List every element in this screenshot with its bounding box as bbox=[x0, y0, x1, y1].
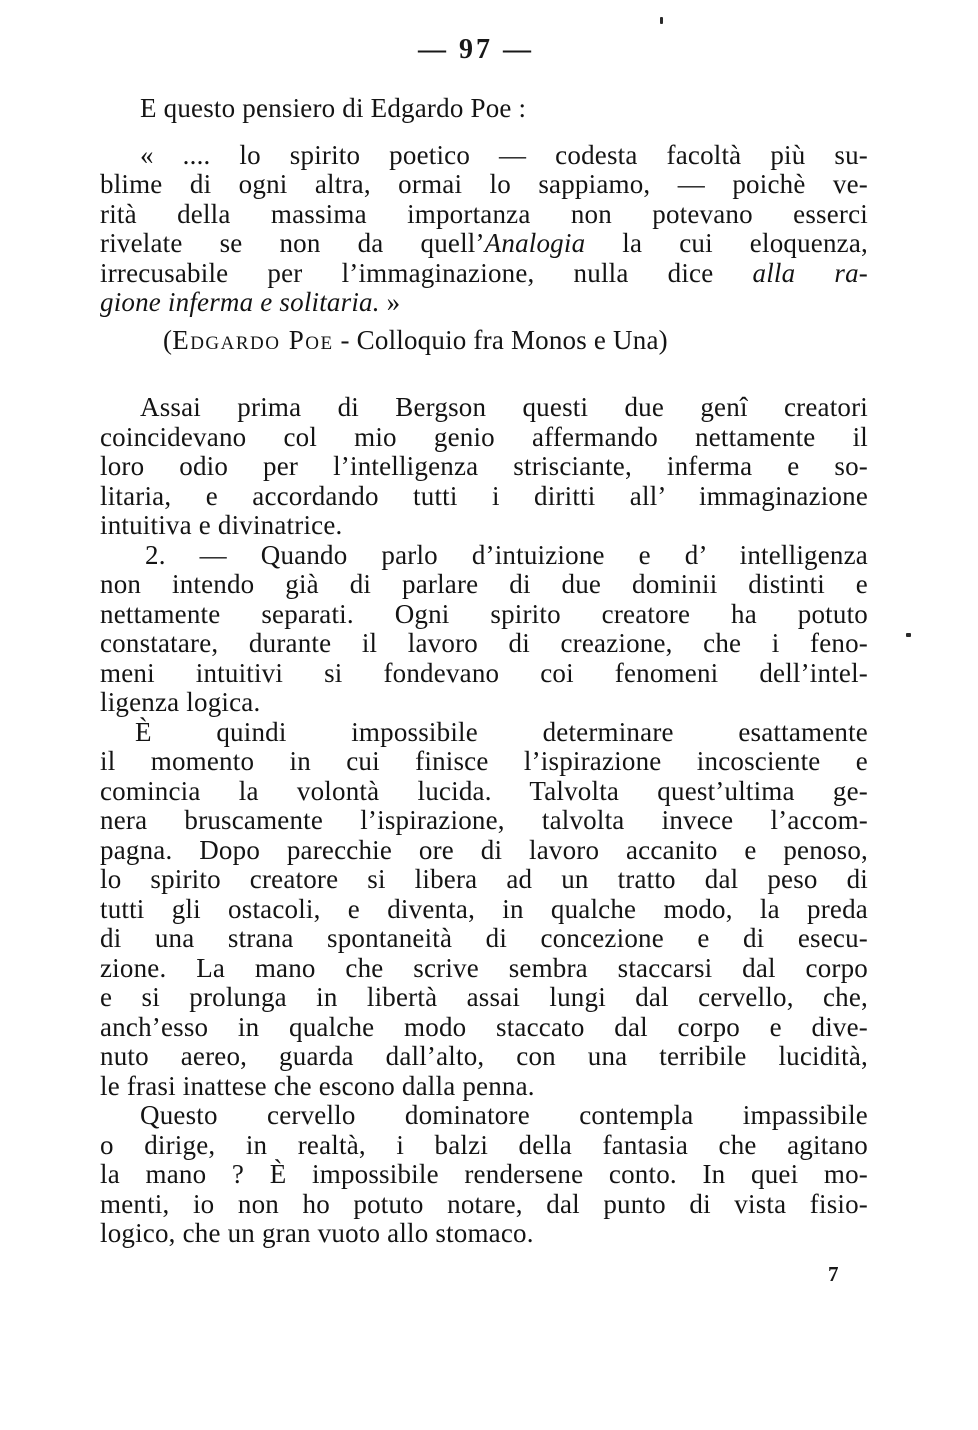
text-line bbox=[100, 1160, 868, 1190]
text-line bbox=[100, 570, 868, 600]
scan-speck bbox=[906, 633, 911, 637]
text-run: - Colloquio fra Monos e Una) bbox=[333, 324, 668, 355]
text-run: la mano ? È impossibile rendersene conto. In quei mo- bbox=[100, 1159, 868, 1189]
page-number: — 97 — bbox=[418, 34, 534, 65]
text-run: Questo cervello dominatore contempla impassibile bbox=[140, 1100, 868, 1130]
text-line bbox=[100, 629, 868, 659]
text-line bbox=[100, 1101, 868, 1131]
text-line bbox=[100, 393, 868, 423]
text-line bbox=[100, 836, 868, 866]
text-line bbox=[100, 511, 868, 541]
text-run: « .... lo spirito poetico — codesta facoltà più su- bbox=[140, 139, 868, 170]
text-run: litaria, e accordando tutti i diritti all’ immaginazione bbox=[100, 480, 868, 511]
text-line bbox=[100, 141, 868, 171]
paragraph-intro bbox=[100, 94, 868, 124]
text-run: rità della massima importanza non potevano esserci bbox=[100, 198, 868, 229]
text-line bbox=[100, 423, 868, 453]
text-line bbox=[100, 924, 868, 954]
text-line bbox=[100, 541, 868, 571]
text-line bbox=[100, 1072, 868, 1102]
text-line bbox=[100, 452, 868, 482]
text-line bbox=[100, 482, 868, 512]
text-line bbox=[100, 200, 868, 230]
text-line bbox=[100, 895, 868, 925]
paragraph-poe-quote bbox=[100, 141, 868, 318]
paragraph-para-cervello bbox=[100, 1101, 868, 1249]
paragraph-attribution bbox=[100, 326, 868, 356]
text-run: blime di ogni altra, ormai lo sappiamo, — poichè ve- bbox=[100, 169, 868, 199]
text-run: lo spirito creatore si libera ad un tratto dal peso di bbox=[100, 864, 868, 894]
text-run: anch’esso in qualche modo staccato dal corpo e dive- bbox=[100, 1011, 868, 1042]
text-line bbox=[100, 1131, 868, 1161]
text-run: o dirige, in realtà, i balzi della fantasia che agitano bbox=[100, 1129, 868, 1160]
text-run: il momento in cui finisce l’ispirazione incosciente e bbox=[100, 746, 868, 776]
text-line bbox=[100, 688, 868, 718]
text-run: nuto aereo, guarda dall’alto, con una terribile lucidità, bbox=[100, 1041, 868, 1071]
text-run: nettamente separati. Ogni spirito creatore ha potuto bbox=[100, 598, 868, 629]
text-run: zione. La mano che scrive sembra staccarsi dal corpo bbox=[100, 952, 868, 983]
text-line bbox=[100, 777, 868, 807]
paragraph-para-ispirazione bbox=[100, 718, 868, 1102]
text-run: E questo pensiero di Edgardo Poe : bbox=[140, 93, 527, 123]
text-run: la cui eloquenza, bbox=[585, 228, 868, 258]
text-line bbox=[100, 1190, 868, 1220]
text-run-i: gione inferma e solitaria. bbox=[100, 287, 380, 317]
signature-mark: 7 bbox=[828, 1262, 839, 1286]
text-run: logico, che un gran vuoto allo stomaco. bbox=[100, 1218, 534, 1248]
text-run-sc: Edgardo Poe bbox=[172, 324, 334, 355]
text-line bbox=[100, 1219, 868, 1249]
text-run-i: Analogia bbox=[484, 228, 586, 258]
paragraph-para-bergson bbox=[100, 393, 868, 541]
text-run: non intendo già di parlare di due dominii distinti e bbox=[100, 569, 868, 599]
text-run: ligenza logica. bbox=[100, 687, 261, 717]
text-run: 2. — Quando parlo d’intuizione e d’ intelligenza bbox=[145, 539, 868, 570]
text-run: tutti gli ostacoli, e diventa, in qualche modo, la preda bbox=[100, 893, 868, 924]
text-line bbox=[100, 954, 868, 984]
text-line bbox=[100, 288, 868, 318]
text-run: constatare, durante il lavoro di creazione, che i feno- bbox=[100, 628, 868, 658]
text-run: irrecusabile per l’immaginazione, nulla dice bbox=[100, 257, 753, 288]
scan-speck bbox=[660, 17, 663, 24]
text-run: meni intuitivi si fondevano coi fenomeni dell’intel- bbox=[100, 657, 868, 688]
text-block bbox=[100, 94, 868, 1249]
text-run: Assai prima di Bergson questi due genî creatori bbox=[140, 392, 868, 422]
text-line bbox=[100, 229, 868, 259]
text-line bbox=[100, 600, 868, 630]
text-line bbox=[100, 326, 868, 356]
text-line bbox=[100, 747, 868, 777]
text-line bbox=[100, 94, 868, 124]
text-run: di una strana spontaneità di concezione e di esecu- bbox=[100, 923, 868, 953]
text-line bbox=[100, 983, 868, 1013]
text-line bbox=[100, 806, 868, 836]
text-run: rivelate se non da quell’ bbox=[100, 228, 485, 258]
text-line bbox=[100, 659, 868, 689]
text-run: menti, io non ho potuto notare, dal punto di vista fisio- bbox=[100, 1188, 868, 1219]
text-run: intuitiva e divinatrice. bbox=[100, 510, 343, 540]
text-run: pagna. Dopo parecchie ore di lavoro accanito e penoso, bbox=[100, 834, 868, 865]
text-line bbox=[100, 718, 868, 748]
text-line bbox=[100, 1013, 868, 1043]
text-line bbox=[100, 1042, 868, 1072]
paragraph-para-section-2 bbox=[100, 541, 868, 718]
text-run: le frasi inattese che escono dalla penna. bbox=[100, 1070, 535, 1101]
text-run: comincia la volontà lucida. Talvolta quest’ultima ge- bbox=[100, 775, 868, 806]
text-line bbox=[100, 865, 868, 895]
text-run: e si prolunga in libertà assai lungi dal cervello, che, bbox=[100, 982, 868, 1012]
text-run: loro odio per l’intelligenza strisciante, inferma e so- bbox=[100, 451, 868, 481]
text-line bbox=[100, 259, 868, 289]
text-run: È quindi impossibile determinare esattamente bbox=[135, 716, 868, 747]
text-line bbox=[100, 170, 868, 200]
text-run: » bbox=[379, 287, 401, 317]
text-run: nera bruscamente l’ispirazione, talvolta invece l’accom- bbox=[100, 805, 868, 835]
text-run-i: alla ra- bbox=[752, 257, 868, 288]
text-run: ( bbox=[163, 324, 173, 355]
text-run: coincidevano col mio genio affermando nettamente il bbox=[100, 421, 868, 452]
